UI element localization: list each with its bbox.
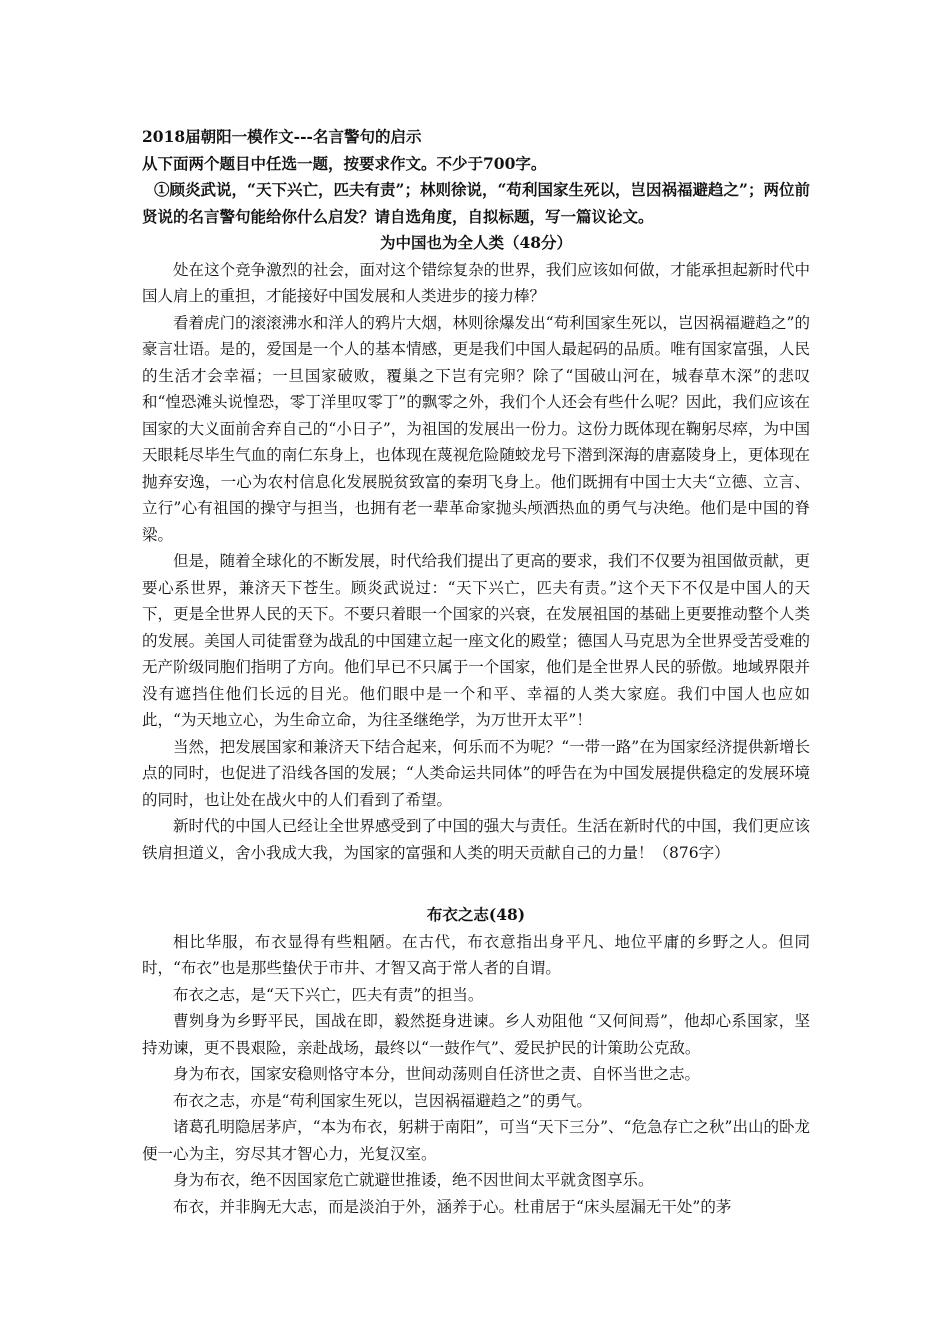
essay2-title: 布衣之志(48) bbox=[426, 905, 526, 924]
essay1-paragraph: 看着虎门的滚滚沸水和洋人的鸦片大烟，林则徐爆发出“苟利国家生死以，岂因祸福避趋之”的豪言壮语。是的，爱国是一个人的基本情感，更是我们中国人最起码的品质。唯有国家富强，人民的生活才会幸福；一旦国家破败，覆巢之下岂有完卵？除了“国破山河在，城春草木深”的悲叹和“惶恐滩头说惶恐，零丁洋里叹零丁”的飘零之外，我们个人还会有些什么呢？因此，我们应该在国家的大义面前舍弃自己的“小日子”，为祖国的发展出一份力。这份力既体现在鞠躬尽瘁，为中国天眼耗尽毕生气血的南仁东身上，也体现在蔑视危险随蛟龙号下潜到深海的唐嘉陵身上，更体现在抛弃安逸，一心为农村信息化发展脱贫致富的秦玥飞身上。他们既拥有中国士大夫“立德、立言、立行”心有祖国的操守与担当，也拥有老一辈革命家抛头颅洒热血的勇气与决绝。他们是中国的脊梁。 bbox=[142, 313, 810, 544]
document-title: 2018届朝阳一模作文---名言警句的启示 bbox=[142, 127, 422, 146]
essay1-paragraph: 处在这个竞争激烈的社会，面对这个错综复杂的世界，我们应该如何做，才能承担起新时代中国人肩上的重担，才能接好中国发展和人类进步的接力棒？ bbox=[142, 260, 810, 305]
essay2-paragraph: 布衣之志，是“天下兴亡，匹夫有责”的担当。 bbox=[173, 985, 484, 1004]
essay2-paragraph: 诸葛孔明隐居茅庐，“本为布衣，躬耕于南阳”，可当“天下三分”、“危急存亡之秋”出山的卧龙便一心为主，穷尽其才智心力，光复汉室。 bbox=[142, 1118, 810, 1163]
section-gap bbox=[142, 866, 810, 892]
essay2-paragraph: 布衣，并非胸无大志，而是淡泊于外，涵养于心。杜甫居于“床头屋漏无干处”的茅 bbox=[173, 1197, 732, 1216]
task-instruction: 从下面两个题目中任选一题，按要求作文。不少于700字。 bbox=[142, 153, 547, 173]
essay-prompt: ①顾炎武说，“天下兴亡，匹夫有责”；林则徐说，“苟利国家生死以，岂因祸福避趋之”；两位前贤说的名言警句能给你什么启发？请自选角度，自拟标题，写一篇议论文。 bbox=[142, 180, 810, 226]
document-page bbox=[142, 124, 810, 1220]
essay2-paragraph: 相比华服，布衣显得有些粗陋。在古代，布衣意指出身平凡、地位平庸的乡野之人。但同时，“布衣”也是那些蛰伏于市井、才智又高于常人者的自谓。 bbox=[142, 932, 810, 977]
essay1-title: 为中国也为全人类（48分） bbox=[379, 233, 573, 252]
essay2-paragraph: 身为布衣，绝不因国家危亡就避世推诿，绝不因世间太平就贪图享乐。 bbox=[173, 1171, 654, 1189]
essay2-paragraph: 布衣之志，亦是“苟利国家生死以，岂因祸福避趋之”的勇气。 bbox=[173, 1091, 592, 1110]
essay1-paragraph: 新时代的中国人已经让全世界感受到了中国的强大与责任。生活在新时代的中国，我们更应该铁肩担道义，舍小我成大我，为国家的富强和人类的明天贡献自己的力量！（876字） bbox=[142, 817, 810, 862]
essay1-paragraph: 当然，把发展国家和兼济天下结合起来，何乐而不为呢？“一带一路”在为国家经济提供新增长点的同时，也促进了沿线各国的发展；“人类命运共同体”的呼告在为中国发展提供稳定的发展环境的同时，也让处在战火中的人们看到了希望。 bbox=[142, 737, 810, 809]
essay2-paragraph: 身为布衣，国家安稳则恪守本分，世间动荡则自任济世之责、自怀当世之志。 bbox=[173, 1065, 701, 1083]
essay1-paragraph: 但是，随着全球化的不断发展，时代给我们提出了更高的要求，我们不仅要为祖国做贡献，更要心系世界，兼济天下苍生。顾炎武说过：“天下兴亡，匹夫有责。”这个天下不仅是中国人的天下，更是全世界人民的天下。不要只着眼一个国家的兴衰，在发展祖国的基础上更要推动整个人类的发展。美国人司徒雷登为战乱的中国建立起一座文化的殿堂；德国人马克思为全世界受苦受难的无产阶级同胞们指明了方向。他们早已不只属于一个国家，他们是全世界人民的骄傲。地域界限并没有遮挡住他们长远的目光。他们眼中是一个和平、幸福的人类大家庭。我们中国人也应如此，“为天地立心，为生命立命，为往圣继绝学，为万世开太平”！ bbox=[142, 552, 810, 729]
essay2-paragraph: 曹刿身为乡野平民，国战在即，毅然挺身进谏。乡人劝阻他 “又何间焉”，他却心系国家，坚持劝谏，更不畏艰险，亲赴战场，最终以“一鼓作气”、爱民护民的计策助公克敌。 bbox=[142, 1012, 810, 1057]
